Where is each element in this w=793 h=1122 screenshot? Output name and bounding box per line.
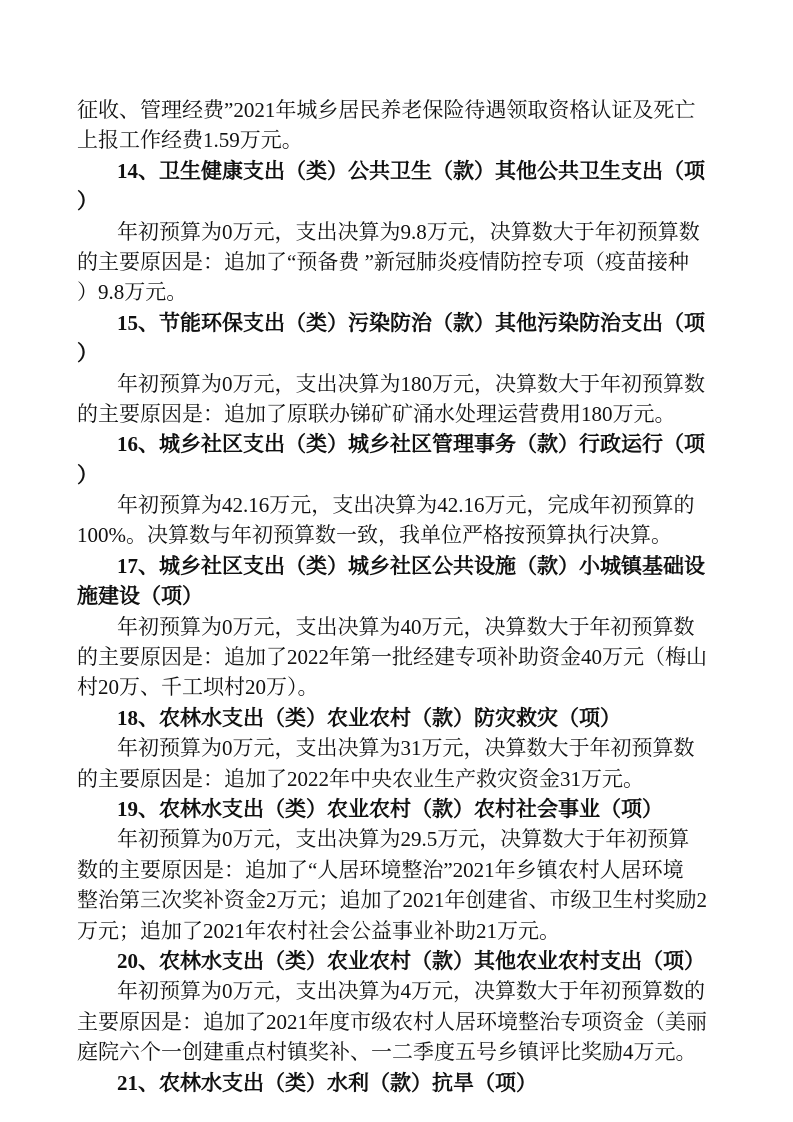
- section-heading: 16、城乡社区支出（类）城乡社区管理事务（款）行政运行（项: [117, 432, 705, 457]
- paragraph-line: 年初预算为0万元，支出决算为31万元，决算数大于年初预算数: [117, 736, 695, 761]
- paragraph-line: 主要原因是：追加了2021年度市级农村人居环境整治专项资金（美丽: [77, 1009, 707, 1034]
- paragraph-line: 征收、管理经费”2021年城乡居民养老保险待遇领取资格认证及死亡: [77, 98, 696, 122]
- paragraph-line: 村20万、千工坝村20万）。: [77, 675, 319, 700]
- paragraph-line: 年初预算为42.16万元，支出决算为42.16万元，完成年初预算的: [117, 493, 695, 518]
- section-heading: 15、节能环保支出（类）污染防治（款）其他污染防治支出（项: [117, 310, 705, 335]
- document-body: [77, 95, 793, 1098]
- paragraph-line: 数的主要原因是：追加了“人居环境整治”2021年乡镇农村人居环境: [77, 857, 684, 882]
- paragraph-line: 上报工作经费1.59万元。: [77, 128, 303, 153]
- section-heading: 18、农林水支出（类）农业农村（款）防灾救灾（项）: [117, 705, 621, 730]
- paragraph-line: ）9.8万元。: [77, 280, 188, 305]
- paragraph-line: 整治第三次奖补资金2万元；追加了2021年创建省、市级卫生村奖励2: [77, 888, 707, 913]
- paragraph-line: 年初预算为0万元，支出决算为29.5万元，决算数大于年初预算: [117, 827, 690, 852]
- paragraph-line: 年初预算为0万元，支出决算为9.8万元，决算数大于年初预算数: [117, 219, 700, 244]
- section-heading: 施建设（项）: [77, 584, 203, 609]
- section-heading: 19、农林水支出（类）农业农村（款）农村社会事业（项）: [117, 796, 663, 821]
- paragraph-line: 的主要原因是：追加了原联办锑矿矿涌水处理运营费用180万元。: [77, 401, 676, 426]
- paragraph-line: 100%。决算数与年初预算数一致，我单位严格按预算执行决算。: [77, 523, 672, 548]
- paragraph-line: 年初预算为0万元，支出决算为40万元，决算数大于年初预算数: [117, 614, 695, 639]
- section-heading: ）: [77, 189, 98, 214]
- paragraph-line: 万元；追加了2021年农村社会公益事业补助21万元。: [77, 918, 560, 943]
- section-heading: 17、城乡社区支出（类）城乡社区公共设施（款）小城镇基础设: [117, 553, 705, 578]
- paragraph-line: 庭院六个一创建重点村镇奖补、一二季度五号乡镇评比奖励4万元。: [77, 1040, 697, 1065]
- paragraph-line: 年初预算为0万元，支出决算为180万元，决算数大于年初预算数: [117, 371, 705, 396]
- section-heading: ）: [77, 462, 98, 487]
- paragraph-line: 的主要原因是：追加了“预备费 ”新冠肺炎疫情防控专项（疫苗接种: [77, 249, 689, 274]
- paragraph-line: 年初预算为0万元，支出决算为4万元，决算数大于年初预算数的: [117, 979, 705, 1004]
- paragraph-line: 的主要原因是：追加了2022年第一批经建专项补助资金40万元（梅山: [77, 645, 707, 670]
- paragraph-line: 的主要原因是：追加了2022年中央农业生产救灾资金31万元。: [77, 766, 644, 791]
- section-heading: 14、卫生健康支出（类）公共卫生（款）其他公共卫生支出（项: [117, 158, 705, 183]
- section-heading: 20、农林水支出（类）农业农村（款）其他农业农村支出（项）: [117, 948, 705, 973]
- section-heading: 21、农林水支出（类）水利（款）抗旱（项）: [117, 1070, 537, 1095]
- section-heading: ）: [77, 341, 98, 366]
